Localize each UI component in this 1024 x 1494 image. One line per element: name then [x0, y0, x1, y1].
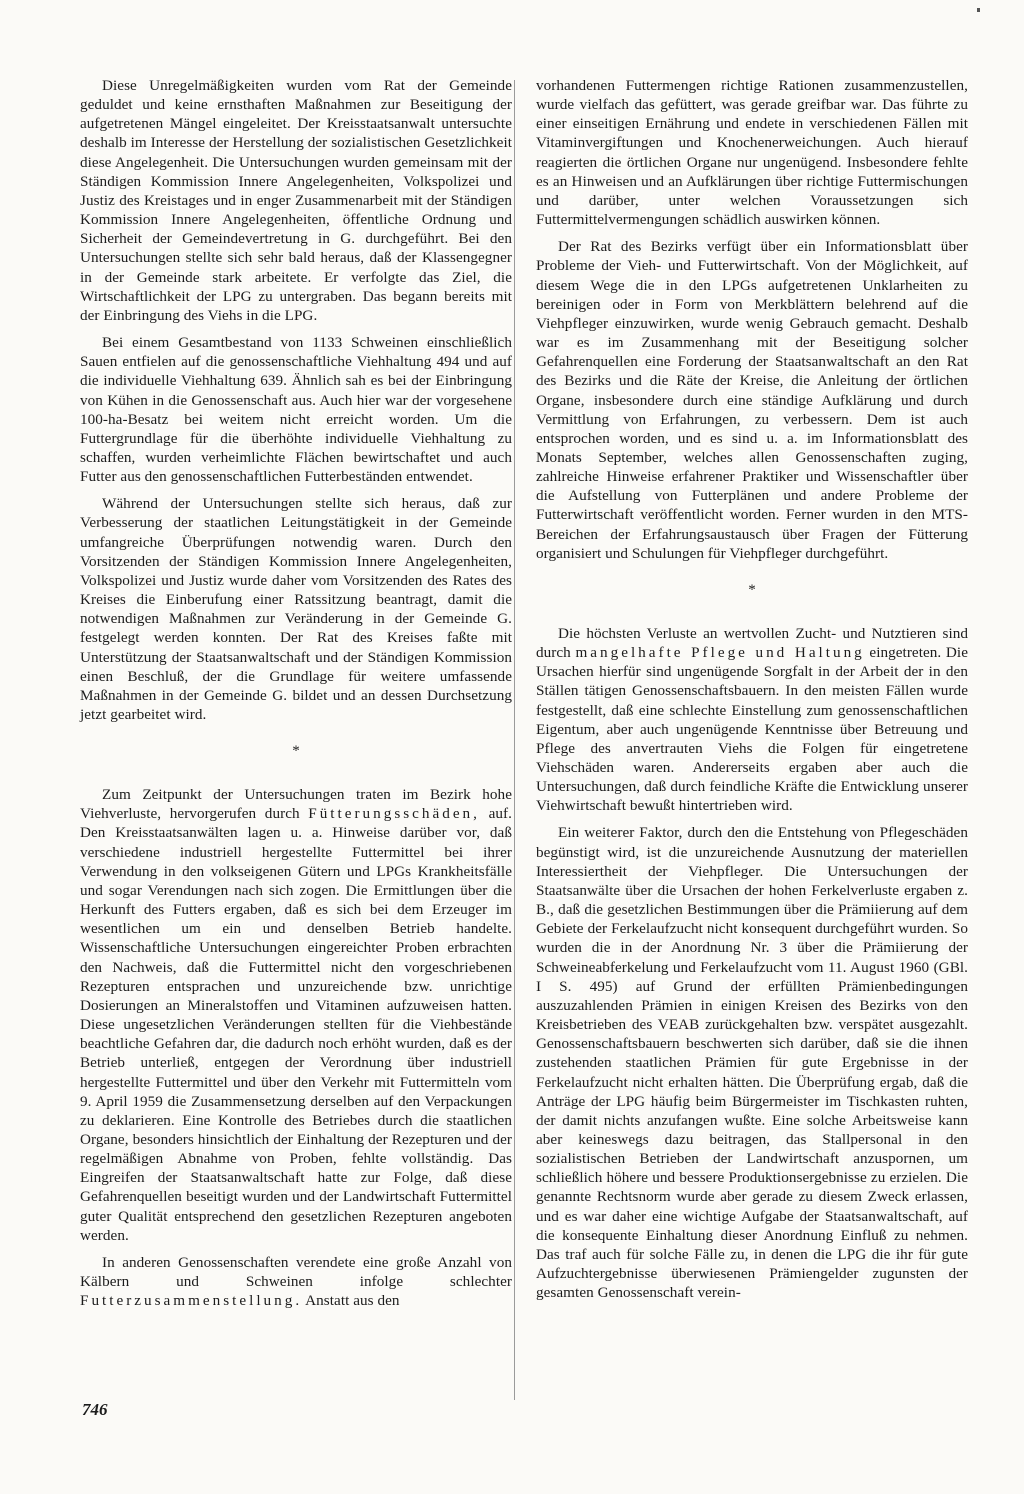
left-paragraph-1: Diese Unregelmäßigkeiten wurden vom Rat der Gemeinde geduldet und keine ernsthaften Maßnahmen zur Beseitigung der aufgetretenen Mängel eingeleitet. Der Kreisstaatsanwalt untersuchte deshalb im Interesse der Herstellung der sozialistischen Gesetzlichkeit diese Angelegenheit. Die Untersuchungen wurden gemeinsam mit der Ständigen Kommission Innere Angelegenheiten, Volkspolizei und Justiz des Kreistages und in enger Zusammenarbeit mit der Ständigen Kommission Innere Angelegenheiten, öffentliche Ordnung und Sicherheit der Gemeindevertretung in G. durchgeführt. Bei den Untersuchungen stellte sich sehr bald heraus, daß der Klassengegner in der Gemeinde stark arbeitete. Er verfolgte das Ziel, die Wirtschaftlichkeit der LPG zu untergraben. Das begann bereits mit der Einbringung des Viehs in die LPG.: [80, 77, 512, 324]
left-paragraph-2: Bei einem Gesamtbestand von 1133 Schweinen einschließlich Sauen entfielen auf die genossenschaftliche Viehhaltung 494 und auf die individuelle Viehhaltung 639. Ähnlich sah es bei der Einbringung von Kühen in die Genossenschaft aus. Auch hier war der vorgesehene 100-ha-Besatz bei weitem nicht erreicht worden. Um die Futtergrundlage für die überhöhte individuelle Viehhaltung zu schaffen, wurden verheimlichte Flächen bewirtschaftet und auch Futter aus den genossenschaftlichen Futterbeständen entwendet.: [80, 334, 512, 486]
text-run: Zum Zeitpunkt der Untersuchungen traten im Bezirk hohe Viehverluste, hervorgerufen durch: [80, 786, 512, 823]
section-separator: *: [292, 743, 300, 760]
right-paragraph-4: Ein weiterer Faktor, durch den die Entstehung von Pflegeschäden begünstigt wird, ist die unzureichende Ausnutzung der materiellen Interessiertheit der Viehpfleger. Die Untersuchungen der Staatsanwälte über die Ursachen der hohen Ferkelverluste ergaben z. B., daß die gesetzlichen Bestimmungen über die Prämiierung auf dem Gebiete der Ferkelaufzucht nicht konsequent durchgeführt wurden. So wurden die in der Anordnung Nr. 3 über die Prämiierung der Schweineabferkelung und Ferkelaufzucht vom 11. August 1960 (GBl. I S. 495) auf Grund der erfüllten Prämienbedingungen auszuzahlenden Prämien in einigen Kreisen des Bezirks von den Kreisbetrieben des VEAB zurückgehalten bzw. verspätet ausgezahlt. Genossenschaftsbauern beschwerten sich darüber, daß sie die ihnen zustehenden staatlichen Prämien für gute Ergebnisse in der Ferkelaufzucht nicht erhalten hätten. Die Überprüfung ergab, daß die Anträge der LPG häufig beim Bürgermeister im Tischkasten ruhten, der damit nichts anzufangen wußte. Eine solche Arbeitsweise kann aber keineswegs dazu beitragen, das Stallpersonal in den sozialistischen Betrieben der Landwirtschaft anzuspornen, um schließlich höhere und bessere Produktionsergebnisse zu erzielen. Die genannte Rechtsnorm wurde aber gerade zu diesem Zweck erlassen, und es war daher eine wichtige Aufgabe der Staatsanwaltschaft, auf die konsequente Einhaltung dieser Anordnung Einfluß zu nehmen. Das traf auch für solche Fälle zu, in denen die LPG die ihr für gute Aufzuchtergebnisse überwiesenen Prämiengelder zugunsten der gesamten Genossenschaft verein-: [536, 824, 968, 1302]
emphasized-term: Futterzusammenstellung.: [80, 1292, 303, 1310]
text-run: In anderen Genossenschaften verendete eine große Anzahl von Kälbern und Schweinen infolge schlechter: [80, 1253, 512, 1291]
left-column: [80, 76, 512, 1310]
left-paragraph-4: [80, 785, 512, 1245]
emphasized-term: mangelhafte Pflege und Haltung: [575, 644, 865, 662]
right-paragraph-3: [536, 624, 968, 816]
left-paragraph-3: Während der Untersuchungen stellte sich heraus, daß zur Verbesserung der staatlichen Leitungstätigkeit in der Gemeinde umfangreiche Überprüfungen notwendig waren. Durch den Vorsitzenden der Ständigen Kommission Innere Angelegenheiten, Volkspolizei und Justiz wurde daher vom Vorsitzenden des Rates des Kreises die Einberufung einer Ratssitzung beantragt, damit die notwendigen Maßnahmen zur Veränderung in der Gemeinde G. festgelegt werden konnten. Der Rat des Kreises faßte mit Unterstützung der Staatsanwaltschaft und der Ständigen Kommission einen Beschluß, der die Grundlage für weitere umfassende Maßnahmen in der Gemeinde G. bildet und an dessen Durchsetzung jetzt gearbeitet wird.: [80, 495, 512, 723]
right-paragraph-1: vorhandenen Futtermengen richtige Rationen zusammenzustellen, wurde vielfach das gefüttert, was gerade greifbar war. Das führte zu einer einseitigen Ernährung und endete in verschiedenen Fällen mit Vitaminvergiftungen und Knochenerweichungen. Auch hierauf reagierten die örtlichen Organe nur ungenügend. Insbesondere fehlte es an Hinweisen und an Aufklärungen über richtige Futtermischungen und darüber, unter welchen Voraussetzungen sich Futtermittelvermengungen schädlich auswirken können.: [536, 77, 968, 229]
margin-mark: [977, 8, 980, 12]
text-run: eingetreten. Die Ursachen hierfür sind ungenügende Sorgfalt in der Arbeit der in den Ställen tätigen Genossenschaftsbauern. In den meisten Fällen wurde festgestellt, daß eine schlechte Einstellung zum genossenschaftlichen Eigentum, aber auch ungenügende Kenntnisse über Betreuung und Pflege des anvertrauten Viehs die Folgen für eingetretene Viehschäden waren. Andererseits ergaben aber auch die Untersuchungen, daß durch feindliche Kräfte die Entwicklung unserer Viehwirtschaft bewußt hintertrieben wird.: [536, 644, 968, 815]
right-paragraph-2: Der Rat des Bezirks verfügt über ein Informationsblatt über Probleme der Vieh- und Futterwirtschaft. Von der Möglichkeit, auf diesem Wege die in den LPGs aufgetretenen Unklarheiten zu bereinigen oder in Form von Merkblättern belehrend auf die Viehpfleger einzuwirken, wurde wenig Gebrauch gemacht. Deshalb war es im Zusammenhang mit der Beseitigung solcher Gefahrenquellen eine Forderung der Staatsanwaltschaft an den Rat des Bezirks und die Räte der Kreise, die Anleitung der örtlichen Organe, insbesondere durch eine ständige Aufklärung und durch Vermittlung von Erfahrungen, zu verbessern. Dem ist auch entsprochen worden, und es sind u. a. im Informationsblatt des Monats September, welches allen Genossenschaften zuging, zahlreiche Hinweise erfahrener Praktiker und Wissenschaftler über die Aufstellung von Futterplänen und andere Probleme der Futterwirtschaft veröffentlicht worden. Ferner wurden in den MTS-Bereichen der Erfahrungsaustausch über Fragen der Fütterung organisiert und Schulungen für Viehpfleger durchgeführt.: [536, 238, 968, 562]
column-divider: [514, 80, 515, 1400]
section-separator: *: [748, 581, 756, 598]
text-run: Anstatt aus den: [302, 1292, 400, 1310]
text-run: auf. Den Kreisstaatsanwälten lagen u. a. Hinweise darüber vor, daß verschiedene industriell hergestellte Futtermittel bei ihrer Verwendung in den volkseigenen Gütern und LPGs Krankheitsfälle und sogar Verendungen nach sich zogen. Die Ermittlungen über die Herkunft des Futters ergaben, daß es sich bei dem Erzeuger im wesentlichen um ein und denselben Betrieb handelte. Wissenschaftliche Untersuchungen eingereichter Proben erbrachten den Nachweis, daß die Futtermittel nicht den vorgeschriebenen Rezepturen entsprachen und unzureichende bzw. unrichtige Dosierungen an Mineralstoffen und Vitaminen aufzuweisen hatten. Diese ungesetzlichen Veränderungen stellten für die Viehbestände beachtliche Gefahren dar, die dadurch noch erhöht wurden, daß es der Betrieb unterließ, entgegen der Verordnung über industriell hergestellte Futtermittel und über den Verkehr mit Futtermitteln vom 9. April 1959 die Zusammensetzung derselben auf den Verpackungen zu deklarieren. Eine Kontrolle des Betriebes durch die staatlichen Organe, besonders hinsichtlich der Einhaltung der Rezepturen und der regelmäßigen Abnahme von Proben, fehlte vollständig. Das Eingreifen der Staatsanwaltschaft hatte zur Folge, daß diese Gefahrenquellen beseitigt wurden und der Landwirtschaft Futtermittel guter Qualität entsprechend den gesetzlichen Rezepturen angeboten werden.: [80, 805, 512, 1244]
left-paragraph-5: [80, 1253, 512, 1310]
emphasized-term: Fütterungsschäden,: [308, 805, 480, 823]
right-column: [536, 76, 968, 1302]
page-number: 746: [82, 1400, 108, 1419]
text-run: Die höchsten Verluste an wertvollen Zucht- und Nutztieren sind durch: [536, 624, 968, 662]
